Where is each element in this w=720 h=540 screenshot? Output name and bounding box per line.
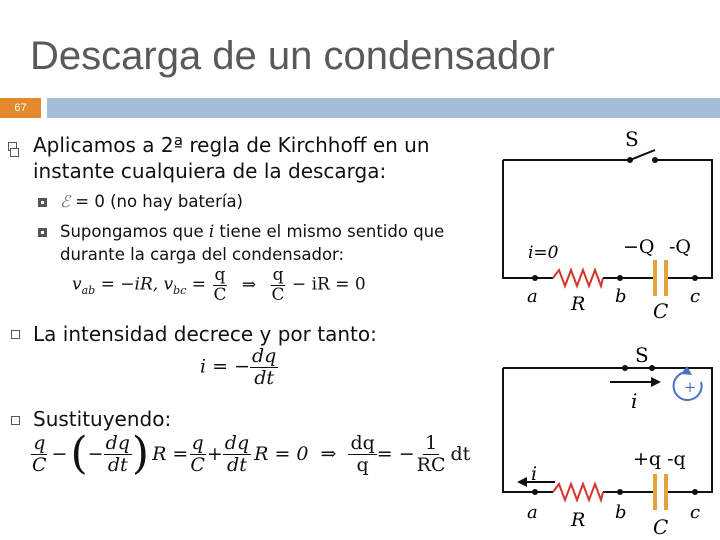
bullet-text-line: instante cualquiera de la descarga:	[33, 159, 387, 183]
capacitor-label: C	[653, 515, 669, 539]
resistor-icon	[553, 270, 603, 286]
emf-symbol: ℰ	[60, 192, 70, 211]
switch-label: S	[625, 127, 639, 151]
node-label-a: a	[527, 286, 538, 307]
bullet-text-line: Aplicamos a 2ª regla de Kirchhoff en un	[33, 133, 430, 157]
switch-contact	[649, 365, 655, 371]
circuit-diagram-bottom	[495, 340, 720, 540]
resistor-icon	[553, 484, 603, 500]
equation-substitution: $\frac{q}{C}$ − ( − $\frac{dq}{dt}$ ) R = $\frac{q}{C}$ + $\frac{dq}{dt}$ R = 0 ⇒ $\frac{dq}{q}$ = − $\frac{1}{RC}$ dt	[32, 428, 471, 479]
sub-bullet-text-line: durante la carga del condensador:	[60, 245, 345, 264]
capacitor-plate	[653, 474, 657, 510]
resistor-label: R	[571, 509, 586, 531]
slide-title: Descarga de un condensador	[30, 34, 555, 78]
sub-bullet-icon	[38, 228, 47, 237]
equation-current: i = − $\frac{dq}{dt}$	[200, 345, 277, 389]
resistor-label: R	[571, 293, 586, 315]
current-label: i=0	[528, 243, 559, 263]
bullet-text: La intensidad decrece y por tanto:	[33, 322, 377, 346]
current-label: i	[531, 463, 538, 485]
sub-bullet-label: = 0 (no hay batería)	[75, 192, 243, 211]
arrow-head-icon	[651, 377, 661, 387]
node-label-b: b	[615, 502, 627, 523]
sub-bullet-text: Supongamos que i tiene el mismo sentido que	[60, 222, 445, 241]
switch-contact	[627, 157, 633, 163]
node-label-b: b	[615, 286, 627, 307]
sub-bullet-icon	[38, 198, 47, 207]
title-divider-bar	[47, 98, 720, 118]
switch-label: S	[635, 343, 649, 367]
switch-contact	[622, 365, 628, 371]
switch-contact	[652, 157, 658, 163]
node-label-c: c	[690, 502, 701, 523]
sub-bullet-text	[60, 191, 243, 213]
bullet-square-icon	[11, 416, 20, 425]
slide-number: 67	[0, 98, 41, 118]
arrow-head-icon	[517, 477, 527, 487]
charge-label: +q -q	[633, 448, 686, 470]
capacitor-plate	[664, 474, 668, 510]
bullet-square-icon	[10, 148, 19, 157]
equation-kirchhoff: $v_{ab} = -iR$, $v_{bc}$ = $\frac{q}{C}$ ⇒ $\frac{q}{C}$ − iR = 0	[72, 265, 366, 305]
capacitor-label: C	[653, 299, 669, 323]
bullet-text: Sustituyendo:	[33, 407, 172, 431]
capacitor-plate	[653, 260, 657, 296]
node-label-a: a	[527, 502, 538, 523]
positive-charge-label: -Q	[669, 236, 691, 258]
negative-charge-label: −Q	[623, 236, 655, 258]
circuit-diagram-top	[495, 120, 720, 325]
node-label-c: c	[690, 286, 701, 307]
current-label: i	[631, 389, 638, 413]
loop-sign: +	[683, 378, 697, 396]
capacitor-plate	[664, 260, 668, 296]
bullet-square-icon	[11, 330, 20, 339]
